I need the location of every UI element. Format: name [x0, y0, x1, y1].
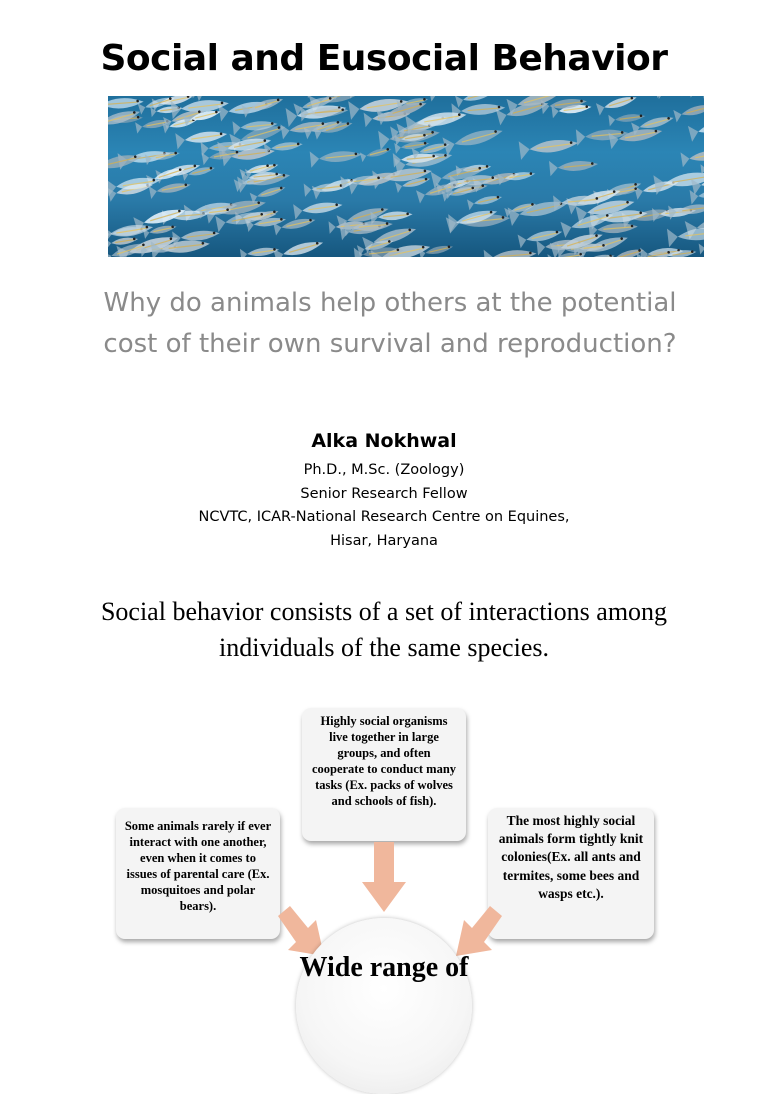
author-credentials: [0, 459, 768, 553]
page-title: Social and Eusocial Behavior: [0, 38, 768, 79]
highly-social-box: Highly social organisms live together in large groups, and often cooperate to conduct many tasks (Ex. packs of wolves and schools of fish).: [302, 708, 466, 841]
fish-school-image: [108, 96, 704, 257]
credential-location: Hisar, Haryana: [0, 530, 768, 554]
wide-range-label: Wide range of: [296, 918, 472, 986]
subtitle-question: Why do animals help others at the potential cost of their own survival and reproduction?: [100, 283, 680, 365]
wide-range-circle: [296, 918, 472, 1094]
credential-institution: NCVTC, ICAR-National Research Centre on Equines,: [0, 506, 768, 530]
definition-text: Social behavior consists of a set of interactions among individuals of the same species.: [40, 594, 728, 666]
solitary-animals-box: Some animals rarely if ever interact with one another, even when it comes to issues of parental care (Ex. mosquitoes and polar bears).: [116, 808, 280, 939]
eusocial-colonies-box: The most highly social animals form tightly knit colonies(Ex. all ants and termites, some bees and wasps etc.).: [488, 808, 654, 939]
author-name: Alka Nokhwal: [0, 430, 768, 452]
arrow-down-icon: [362, 842, 406, 912]
credential-position: Senior Research Fellow: [0, 483, 768, 507]
credential-degree: Ph.D., M.Sc. (Zoology): [0, 459, 768, 483]
